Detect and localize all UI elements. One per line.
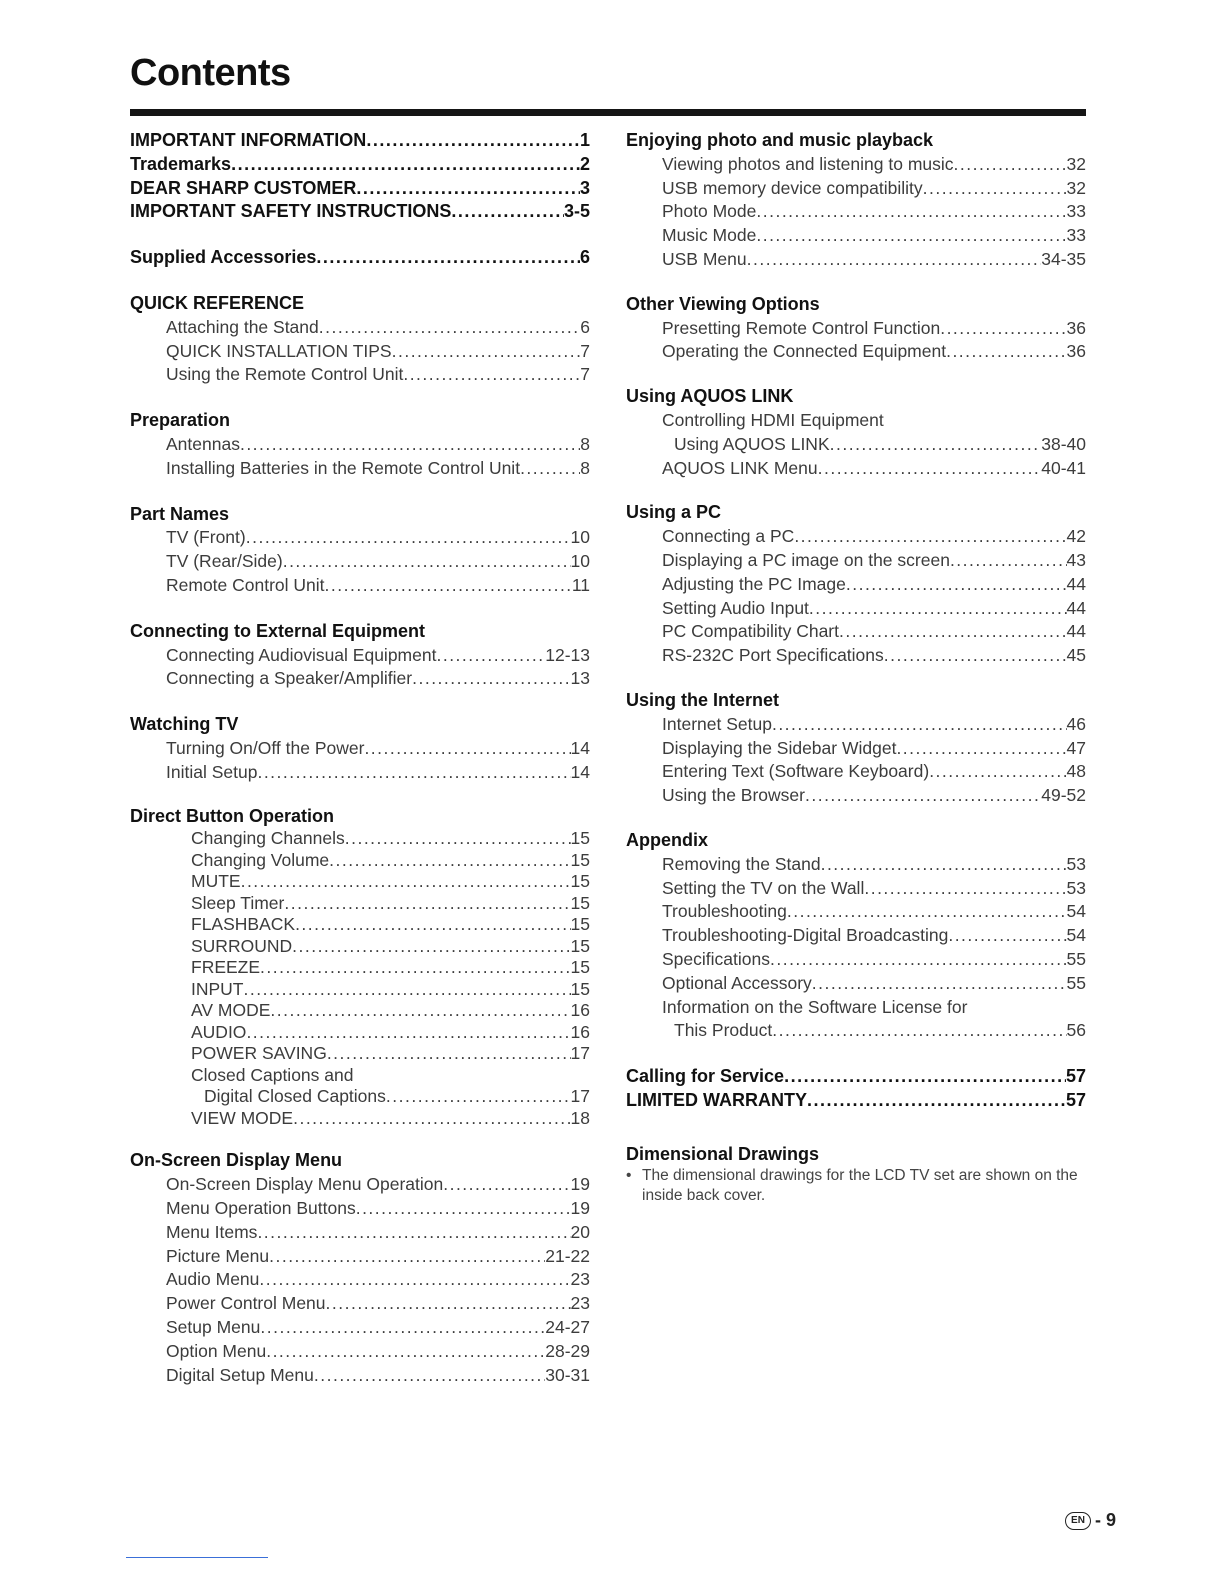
section-heading: QUICK REFERENCE: [130, 292, 305, 313]
toc-entry[interactable]: Initial Setup ..... 14: [130, 761, 590, 785]
toc-entry[interactable]: Connecting a Speaker/Amplifier ..... 13: [130, 667, 590, 691]
section-heading: Appendix: [626, 829, 709, 850]
toc-entry[interactable]: Setting Audio Input ..... 44: [626, 597, 1086, 621]
toc-entry[interactable]: USB Menu ..... 34-35: [626, 248, 1086, 272]
toc-entry[interactable]: Using the Remote Control Unit ..... 7: [130, 363, 590, 387]
toc-entry[interactable]: Removing the Stand ..... 53: [626, 853, 1086, 877]
bullet-icon: •: [626, 1167, 632, 1185]
section-heading: Direct Button Operation: [130, 805, 335, 826]
language-badge-icon: EN: [1065, 1512, 1091, 1530]
toc-entry[interactable]: Optional Accessory ..... 55: [626, 972, 1086, 996]
toc-entry[interactable]: On-Screen Display Menu Operation ..... 19: [130, 1173, 590, 1197]
title-rule: [130, 109, 1086, 116]
photo-music-section: [626, 129, 1086, 272]
toc-entry[interactable]: Sleep Timer ..... 15: [130, 893, 590, 915]
toc-entry[interactable]: AUDIO ..... 16: [130, 1022, 590, 1044]
osd-menu-section: [130, 1149, 590, 1387]
quick-reference-section: [130, 292, 590, 387]
toc-entry[interactable]: IMPORTANT SAFETY INSTRUCTIONS ..... 3-5: [130, 200, 590, 224]
toc-entry[interactable]: Entering Text (Software Keyboard) ..... 48: [626, 760, 1086, 784]
toc-entry[interactable]: Music Mode ..... 33: [626, 224, 1086, 248]
toc-entry[interactable]: QUICK INSTALLATION TIPS ..... 7: [130, 340, 590, 364]
scan-edge-line: [126, 1557, 268, 1558]
toc-entry[interactable]: Setup Menu ..... 24-27: [130, 1316, 590, 1340]
toc-entry[interactable]: Menu Operation Buttons ..... 19: [130, 1197, 590, 1221]
toc-entry[interactable]: Connecting Audiovisual Equipment ..... 12-13: [130, 644, 590, 668]
toc-entry[interactable]: Menu Items ..... 20: [130, 1221, 590, 1245]
toc-entry[interactable]: Troubleshooting-Digital Broadcasting ..... 54: [626, 924, 1086, 948]
toc-entry[interactable]: Displaying the Sidebar Widget ..... 47: [626, 737, 1086, 761]
toc-entry[interactable]: IMPORTANT INFORMATION ..... 1: [130, 129, 590, 153]
toc-entry[interactable]: INPUT ..... 15: [130, 979, 590, 1001]
toc-entry[interactable]: Changing Channels ..... 15: [130, 828, 590, 850]
toc-entry[interactable]: TV (Front) ..... 10: [130, 526, 590, 550]
aquos-link-section: [626, 385, 1086, 480]
appendix-section: [626, 829, 1086, 1043]
toc-entry[interactable]: Audio Menu ..... 23: [130, 1268, 590, 1292]
toc-left-column: [130, 129, 590, 1387]
toc-entry[interactable]: VIEW MODE ..... 18: [130, 1108, 590, 1130]
toc-entry[interactable]: Digital Setup Menu ..... 30-31: [130, 1364, 590, 1388]
top-entries: [130, 129, 590, 224]
toc-entry[interactable]: Power Control Menu ..... 23: [130, 1292, 590, 1316]
toc-entry[interactable]: PC Compatibility Chart ..... 44: [626, 620, 1086, 644]
toc-entry[interactable]: Attaching the Stand ..... 6: [130, 316, 590, 340]
page-footer: [1065, 1510, 1116, 1531]
toc-entry[interactable]: Remote Control Unit ..... 11: [130, 574, 590, 598]
toc-entry[interactable]: This Product ..... 56: [626, 1019, 1086, 1043]
toc-entry[interactable]: FREEZE ..... 15: [130, 957, 590, 979]
toc-entry[interactable]: Photo Mode ..... 33: [626, 200, 1086, 224]
connecting-section: [130, 620, 590, 691]
toc-entry[interactable]: Adjusting the PC Image ..... 44: [626, 573, 1086, 597]
page-number: - 9: [1094, 1510, 1116, 1530]
toc-entry[interactable]: Viewing photos and listening to music ..... 32: [626, 153, 1086, 177]
toc-entry[interactable]: Installing Batteries in the Remote Control Unit ..... 8: [130, 457, 590, 481]
section-heading: Other Viewing Options: [626, 293, 820, 314]
closed-captions-line: Closed Captions and: [191, 1064, 354, 1085]
toc-entry[interactable]: TV (Rear/Side) ..... 10: [130, 550, 590, 574]
section-heading: On-Screen Display Menu: [130, 1150, 343, 1171]
toc-entry[interactable]: Internet Setup ..... 46: [626, 713, 1086, 737]
section-heading: Connecting to External Equipment: [130, 620, 426, 641]
toc-entry[interactable]: POWER SAVING ..... 17: [130, 1043, 590, 1065]
section-heading: Using a PC: [626, 502, 722, 523]
toc-entry[interactable]: Setting the TV on the Wall ..... 53: [626, 877, 1086, 901]
section-heading: Using the Internet: [626, 689, 780, 710]
toc-entry[interactable]: Antennas ..... 8: [130, 433, 590, 457]
toc-entry[interactable]: Supplied Accessories ..... 6: [130, 246, 590, 270]
dimensional-drawings-section: [626, 1143, 1086, 1207]
toc-entry[interactable]: Using the Browser ..... 49-52: [626, 784, 1086, 808]
toc-entry[interactable]: MUTE ..... 15: [130, 871, 590, 893]
preparation-section: [130, 409, 590, 480]
section-heading: Preparation: [130, 410, 231, 431]
toc-entry[interactable]: USB memory device compatibility ..... 32: [626, 177, 1086, 201]
toc-entry[interactable]: SURROUND ..... 15: [130, 936, 590, 958]
toc-entry[interactable]: AV MODE ..... 16: [130, 1000, 590, 1022]
service-warranty-section: [626, 1065, 1086, 1113]
other-viewing-section: [626, 293, 1086, 364]
toc-entry[interactable]: FLASHBACK ..... 15: [130, 914, 590, 936]
toc-entry[interactable]: Troubleshooting ..... 54: [626, 900, 1086, 924]
part-names-section: [130, 503, 590, 598]
toc-entry[interactable]: Operating the Connected Equipment ..... 36: [626, 340, 1086, 364]
toc-entry[interactable]: DEAR SHARP CUSTOMER ..... 3: [130, 177, 590, 201]
watching-tv-section: [130, 713, 590, 784]
toc-entry[interactable]: Using AQUOS LINK ..... 38-40: [626, 433, 1086, 457]
section-heading: Part Names: [130, 503, 230, 524]
toc-entry[interactable]: Option Menu ..... 28-29: [130, 1340, 590, 1364]
section-heading: Watching TV: [130, 714, 239, 735]
using-pc-section: [626, 501, 1086, 668]
toc-entry[interactable]: LIMITED WARRANTY ..... 57: [626, 1089, 1086, 1113]
license-line: Information on the Software License for: [662, 996, 968, 1017]
toc-entry[interactable]: Presetting Remote Control Function ..... 36: [626, 317, 1086, 341]
toc-entry[interactable]: Changing Volume ..... 15: [130, 850, 590, 872]
toc-entry[interactable]: Connecting a PC ..... 42: [626, 525, 1086, 549]
toc-entry[interactable]: Turning On/Off the Power ..... 14: [130, 737, 590, 761]
internet-section: [626, 689, 1086, 808]
toc-entry[interactable]: Picture Menu ..... 21-22: [130, 1245, 590, 1269]
supplied-accessories-section: [130, 246, 590, 270]
direct-button-section: [130, 805, 590, 1130]
toc-entry[interactable]: Specifications ..... 55: [626, 948, 1086, 972]
toc-entry[interactable]: AQUOS LINK Menu ..... 40-41: [626, 457, 1086, 481]
toc-right-column: [626, 129, 1086, 1206]
toc-entry[interactable]: Trademarks ..... 2: [130, 153, 590, 177]
page-title: Contents: [130, 52, 291, 94]
toc-entry[interactable]: Digital Closed Captions ..... 17: [130, 1086, 590, 1108]
toc-entry[interactable]: Calling for Service ..... 57: [626, 1065, 1086, 1089]
controlling-hdmi-line: Controlling HDMI Equipment: [662, 409, 884, 430]
toc-entry[interactable]: RS-232C Port Specifications ..... 45: [626, 644, 1086, 668]
section-heading: Dimensional Drawings: [626, 1143, 820, 1164]
dimensional-note: • The dimensional drawings for the LCD TV set are shown on the inside back cover.: [626, 1167, 1078, 1205]
section-heading: Enjoying photo and music playback: [626, 130, 934, 150]
toc-entry[interactable]: Displaying a PC image on the screen ..... 43: [626, 549, 1086, 573]
section-heading: Using AQUOS LINK: [626, 386, 794, 407]
